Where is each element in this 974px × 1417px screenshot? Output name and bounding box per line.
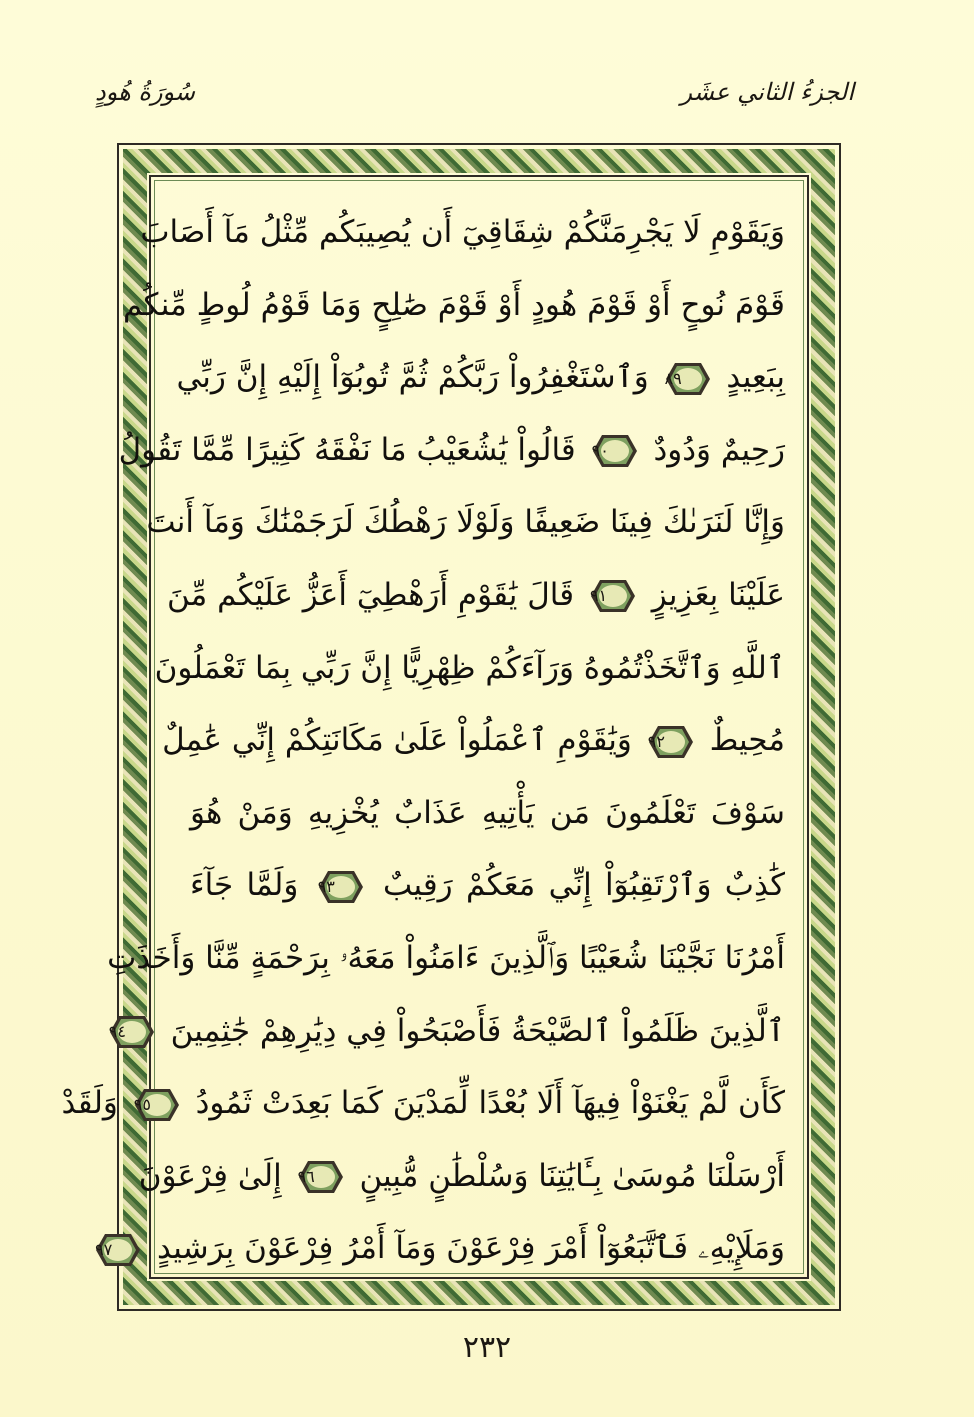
verse-text: وَيَقَوْمِ لَا يَجْرِمَنَّكُمْ شِقَاقِيٓ أَن يُصِيبَكُم مِّثْلُ مَآ أَصَابَ: [140, 214, 785, 250]
ayah-number: ٩٧: [95, 1239, 113, 1259]
verse-text: بِبَعِيدٍ: [726, 359, 785, 396]
page-header: [0, 70, 974, 120]
verse-text: قَالُواْ يَٰشُعَيْبُ مَا نَفْقَهُ كَثِيرًا مِّمَّا تَقُولُ: [118, 431, 576, 468]
verse-text: سَوْفَ تَعْلَمُونَ مَن يَأْتِيهِ عَذَابٌ يُخْزِيهِ وَمَنْ هُوَ: [190, 794, 785, 831]
ayah-number: ٩٤: [108, 1022, 126, 1042]
text-line: [176, 341, 785, 414]
text-line: [162, 704, 785, 777]
text-line: [190, 777, 785, 850]
surah-title: سُورَةُ هُودٍ: [95, 78, 196, 106]
ayah-number-marker-icon: [134, 1087, 180, 1123]
text-line: [154, 632, 785, 705]
verse-text: أَمْرُنَا نَجَّيْنَا شُعَيْبًا وَٱلَّذِينَ ءَامَنُواْ مَعَهُۥ بِرَحْمَةٍ مِّنَّا وَأَخَذَتِ: [107, 939, 785, 976]
text-line: [61, 1067, 785, 1140]
text-line: [95, 1212, 785, 1285]
verse-text: إِلَىٰ فِرْعَوْنَ: [138, 1157, 282, 1194]
ayah-number-marker-icon: [109, 1014, 155, 1050]
text-line: [138, 1140, 785, 1213]
ayah-number-marker-icon: [95, 1232, 141, 1268]
verse-text: ٱللَّهِ وَٱتَّخَذْتُمُوهُ وَرَآءَكُمْ ظِهْرِيًّا إِنَّ رَبِّي بِمَا تَعْمَلُونَ: [154, 649, 785, 686]
verse-text: أَرْسَلْنَا مُوسَىٰ بِـَٔايَٰتِنَا وَسُلْطَٰنٍ مُّبِينٍ: [359, 1157, 785, 1194]
verse-text: رَحِيمٌ وَدُودٌ: [653, 431, 785, 468]
ayah-number: ٩٢: [647, 731, 665, 751]
verse-text: قَالَ يَٰقَوْمِ أَرَهْطِيٓ أَعَزُّ عَلَيْكُم مِّنَ: [167, 576, 575, 613]
verse-text: وَلَقَدْ: [61, 1085, 118, 1122]
ayah-number-marker-icon: [592, 433, 638, 469]
verse-text: وَإِنَّا لَنَرَىٰكَ فِينَا ضَعِيفًا وَلَوْلَا رَهْطُكَ لَرَجَمْنَٰكَ وَمَآ أَنتَ: [146, 504, 785, 541]
ayah-number: ٩٥: [133, 1094, 151, 1114]
ayah-number-marker-icon: [648, 724, 694, 760]
text-line: [140, 196, 785, 269]
juz-title: الجزءُ الثاني عشَر: [680, 78, 854, 106]
verse-text: ٱلَّذِينَ ظَلَمُواْ ٱلصَّيْحَةُ فَأَصْبَحُواْ فِي دِيَٰرِهِمْ جَٰثِمِينَ: [170, 1012, 785, 1049]
verse-text: عَلَيْنَا بِعَزِيزٍ: [651, 576, 785, 613]
text-line: [108, 995, 785, 1068]
ayah-number: ٩١: [589, 586, 608, 606]
text-line: [146, 486, 785, 559]
verse-text: كَأَن لَّمْ يَغْنَوْاْ فِيهَآ أَلَا بُعْدًا لِّمَدْيَنَ كَمَا بَعِدَتْ ثَمُودُ: [195, 1085, 785, 1122]
text-line: [123, 269, 785, 342]
ayah-number-marker-icon: [298, 1159, 344, 1195]
verse-text: وَمَلَإِيْهِۦ فَٱتَّبَعُوٓاْ أَمْرَ فِرْعَوْنَ وَمَآ أَمْرُ فِرْعَوْنَ بِرَشِيدٍ: [156, 1230, 785, 1267]
verse-text: وَٱسْتَغْفِرُواْ رَبَّكُمْ ثُمَّ تُوبُوٓاْ إِلَيْهِ إِنَّ رَبِّي: [176, 359, 649, 396]
verse-text: مُحِيطٌ: [709, 722, 785, 759]
quran-text-block: [61, 196, 786, 1285]
ayah-number-marker-icon: [665, 361, 711, 397]
text-line: [107, 922, 785, 995]
verse-text: كَٰذِبٌ وَٱرْتَقِبُوٓاْ إِنِّي مَعَكُمْ رَقِيبٌ: [383, 867, 786, 904]
ayah-number: ٨٩: [664, 368, 682, 388]
ayah-number-marker-icon: [590, 578, 636, 614]
ayah-number: ٩٠: [591, 441, 609, 461]
ayah-number: ٩٦: [297, 1167, 315, 1187]
ayah-number: ٩٣: [317, 876, 335, 896]
text-line: [167, 559, 785, 632]
verse-text: قَوْمَ نُوحٍ أَوْ قَوْمَ هُودٍ أَوْ قَوْمَ صَٰلِحٍ وَمَا قَوْمُ لُوطٍ مِّنكُم: [123, 286, 785, 323]
ayah-number-marker-icon: [318, 869, 364, 905]
text-line: [190, 849, 785, 922]
page-number: ٢٣٢: [462, 1330, 512, 1365]
verse-text: وَلَمَّا جَآءَ: [190, 867, 299, 904]
text-line: [118, 414, 785, 487]
verse-text: وَيَٰقَوْمِ ٱعْمَلُواْ عَلَىٰ مَكَانَتِكُمْ إِنِّي عَٰمِلٌ: [162, 722, 632, 759]
